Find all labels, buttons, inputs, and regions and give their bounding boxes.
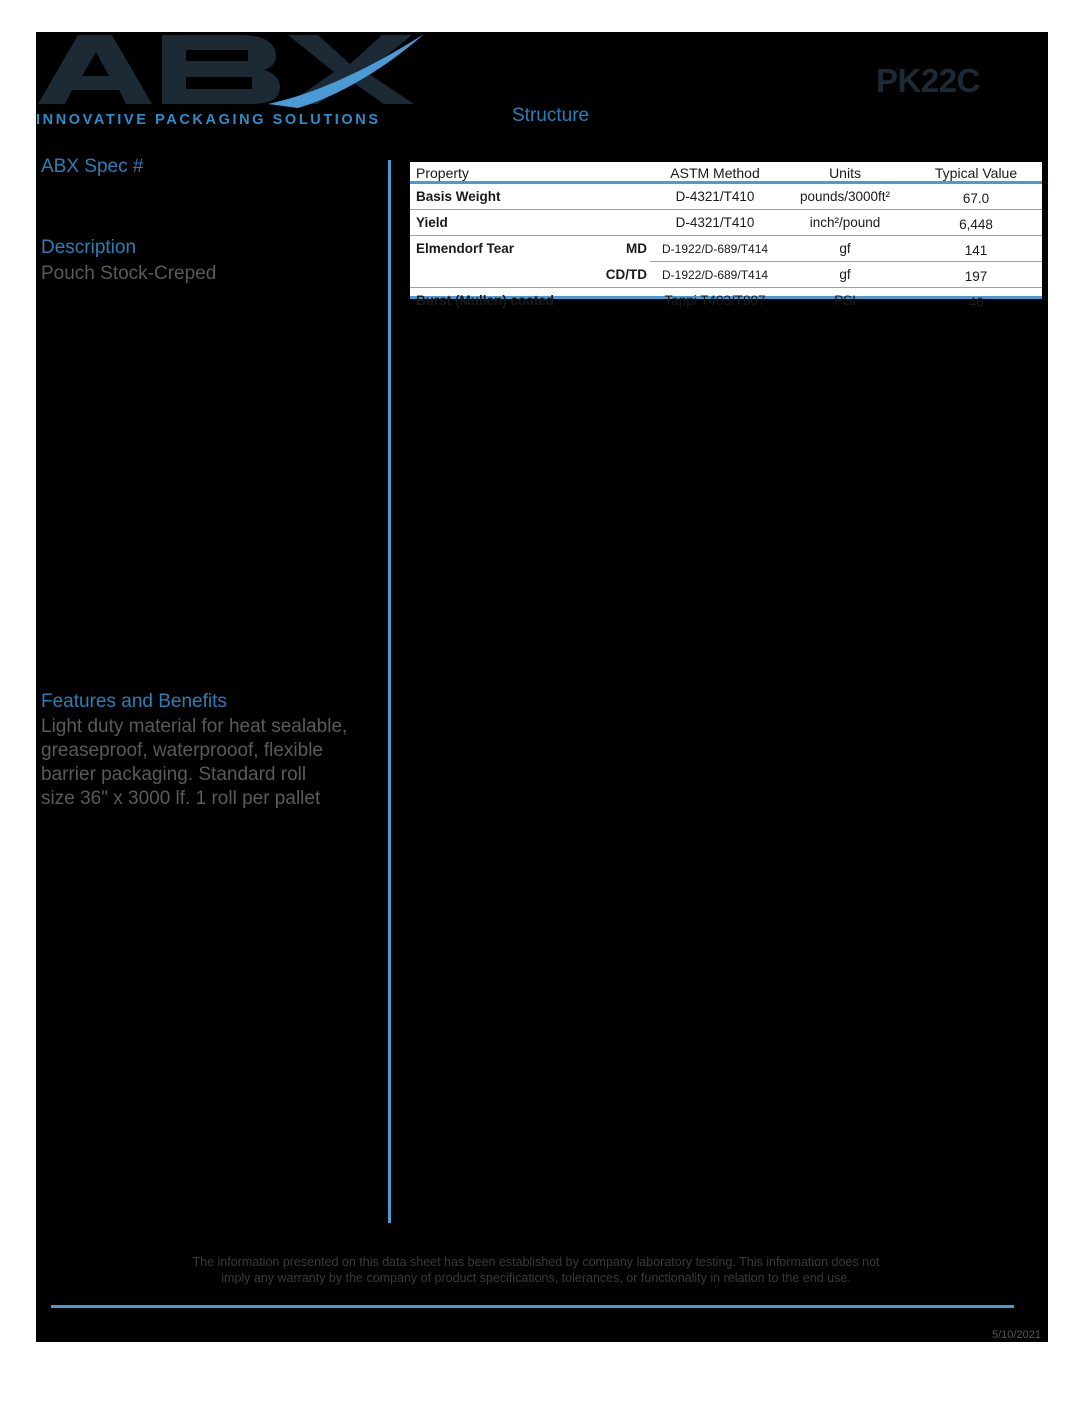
brand-tagline: INNOVATIVE PACKAGING SOLUTIONS: [36, 112, 381, 128]
cell-value: 197: [910, 262, 1042, 288]
cell-sub: [600, 183, 650, 210]
document-date: 5/10/2021: [992, 1329, 1041, 1341]
features-line: barrier packaging. Standard roll: [41, 764, 307, 785]
table-header-row: [410, 162, 1042, 183]
properties-table: [410, 162, 1042, 313]
cell-method: D-4321/T410: [650, 183, 780, 210]
features-line: size 36" x 3000 lf. 1 roll per pallet: [41, 788, 321, 809]
cell-property: Basis Weight: [410, 183, 600, 210]
cell-units: gf: [780, 236, 910, 262]
product-code: PK22C: [876, 62, 980, 99]
cell-units: PSI: [834, 293, 856, 308]
cell-property: Elmendorf Tear: [416, 241, 515, 257]
description-text: Pouch Stock-Creped: [41, 263, 217, 284]
cell-value: 6,448: [910, 210, 1042, 236]
cell-property: [410, 262, 600, 288]
features-text: [41, 715, 347, 811]
cell-property: Yield: [410, 210, 600, 236]
footer-rule: [51, 1305, 1014, 1308]
cell-units: inch²/pound: [780, 210, 910, 236]
datasheet-page: [36, 32, 1048, 1342]
cell-sub: [600, 288, 650, 314]
header-units: Units: [780, 162, 910, 183]
disclaimer-line: The information presented on this data sheet has been established by company laboratory testing. This information does not: [192, 1255, 880, 1269]
features-heading: Features and Benefits: [41, 691, 227, 712]
table-row: [410, 236, 1042, 262]
cell-sub: MD: [626, 241, 648, 257]
table-row: [410, 210, 1042, 236]
properties-table-panel: [410, 162, 1042, 310]
cell-value: 67.0: [910, 183, 1042, 210]
cell-units: pounds/3000ft²: [780, 183, 910, 210]
cell-value: 46: [968, 294, 984, 310]
structure-label: Structure: [512, 105, 590, 126]
cell-method: D-1922/D-689/T414: [650, 262, 780, 288]
cell-units: gf: [780, 262, 910, 288]
disclaimer: [96, 1254, 976, 1286]
header-property: Property: [410, 162, 650, 183]
table-row: [410, 183, 1042, 210]
features-line: greaseproof, waterprooof, flexible: [41, 740, 323, 761]
header-typical-value: Typical Value: [910, 162, 1042, 183]
cell-property: Burst (Mullen) coated: [416, 293, 555, 308]
cell-method: D-4321/T410: [650, 210, 780, 236]
cell-method: Tappi T403/T807: [664, 293, 766, 308]
spec-heading: ABX Spec #: [41, 156, 144, 177]
cell-sub: CD/TD: [600, 262, 650, 288]
column-divider: [388, 160, 391, 1223]
description-heading: Description: [41, 237, 137, 258]
cell-value: 141: [910, 236, 1042, 262]
features-line: Light duty material for heat sealable,: [41, 716, 348, 737]
table-row: [410, 262, 1042, 288]
cell-method: D-1922/D-689/T414: [650, 236, 780, 262]
header-astm-method: ASTM Method: [650, 162, 780, 183]
disclaimer-line: imply any warranty by the company of product specifications, tolerances, or functionality in relation to the end use.: [221, 1271, 851, 1285]
cell-sub: [600, 210, 650, 236]
table-row: [410, 288, 1042, 314]
